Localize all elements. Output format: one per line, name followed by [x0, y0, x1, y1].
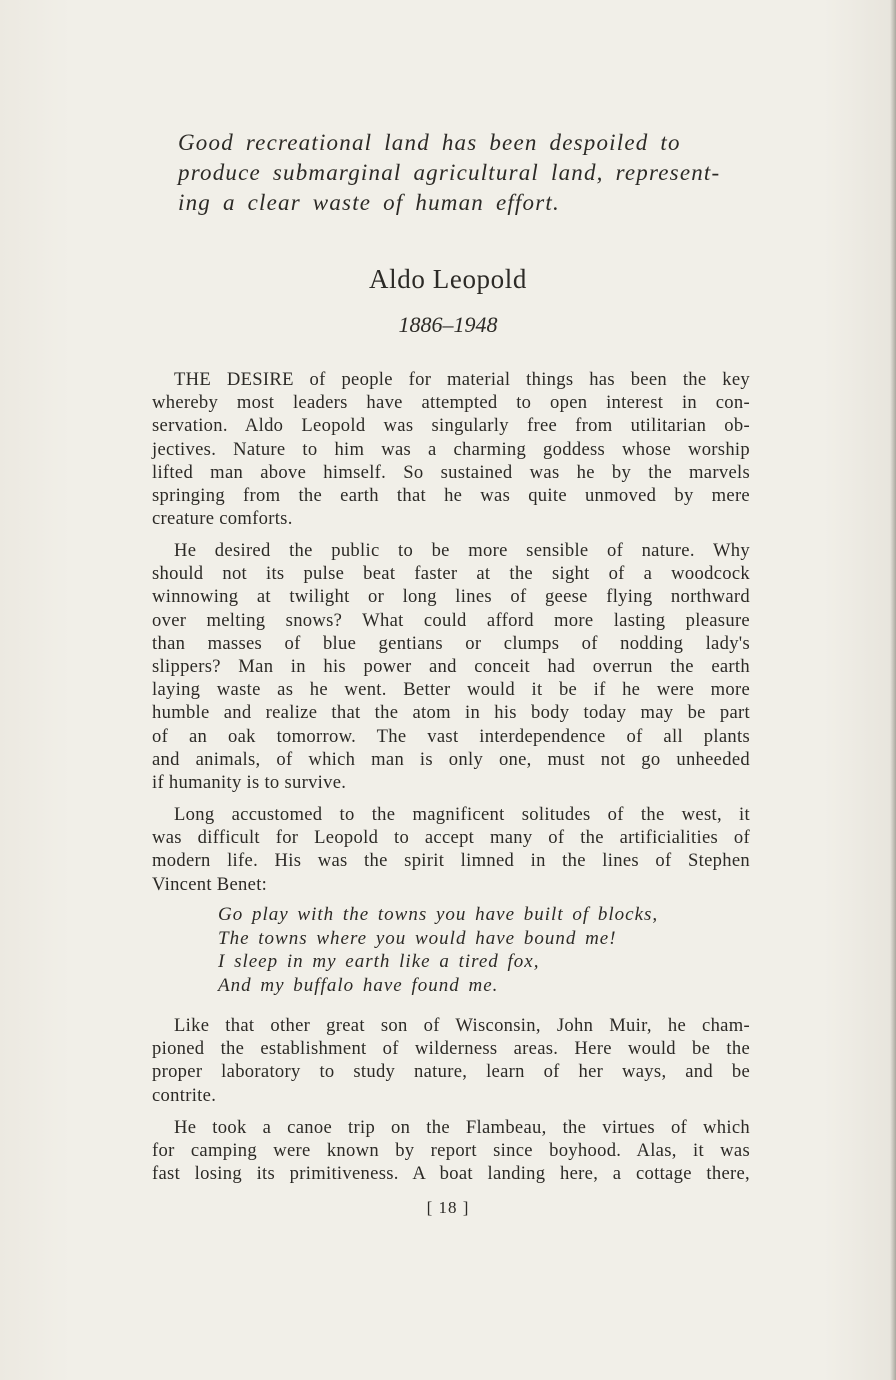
epigraph-line: Good recreational land has been despoiled to	[178, 130, 681, 155]
paragraph-line: springing from the earth that he was quite unmoved by mere	[152, 485, 750, 507]
poem-line: Go play with the towns you have built of blocks,	[218, 904, 659, 925]
paragraph-line: slippers? Man in his power and conceit had overrun the earth	[152, 656, 750, 678]
paragraph-3	[152, 803, 750, 896]
paragraph-line: creature comforts.	[152, 508, 293, 530]
epigraph-line: ing a clear waste of human effort.	[178, 190, 560, 215]
paragraph-line: jectives. Nature to him was a charming goddess whose worship	[152, 438, 750, 460]
paragraph-line: winnowing at twilight or long lines of geese flying northward	[152, 586, 750, 608]
paragraph-line: THE DESIRE of people for material things has been the key	[174, 369, 750, 390]
paragraph-line: over melting snows? What could afford more lasting pleasure	[152, 609, 750, 631]
paragraph-line: Like that other great son of Wisconsin, John Muir, he cham-	[174, 1015, 750, 1036]
epigraph-line: produce submarginal agricultural land, represent-	[178, 160, 721, 185]
paragraph-1	[152, 368, 750, 530]
page-title: Aldo Leopold	[369, 264, 527, 294]
paragraph-line: of an oak tomorrow. The vast interdependence of all plants	[152, 725, 750, 747]
paragraph-line: contrite.	[152, 1084, 217, 1106]
paragraph-line: should not its pulse beat faster at the sight of a woodcock	[152, 563, 750, 585]
paragraph-4	[152, 1014, 750, 1107]
paragraph-5	[152, 1116, 750, 1186]
epigraph	[178, 128, 730, 218]
poem-line: I sleep in my earth like a tired fox,	[218, 951, 540, 972]
poem-line: And my buffalo have found me.	[218, 974, 499, 996]
paragraph-line: modern life. His was the spirit limned in the lines of Stephen	[152, 850, 750, 872]
page-number: [ 18 ]	[426, 1198, 470, 1217]
paragraph-line: was difficult for Leopold to accept many of the artificialities of	[152, 827, 750, 849]
paragraph-line: than masses of blue gentians or clumps of nodding lady's	[152, 632, 750, 654]
paragraph-line: if humanity is to survive.	[152, 772, 347, 794]
paragraph-line: He took a canoe trip on the Flambeau, the virtues of which	[174, 1117, 750, 1138]
paragraph-line: lifted man above himself. So sustained was he by the marvels	[152, 461, 750, 483]
paragraph-line: pioned the establishment of wilderness areas. Here would be the	[152, 1038, 750, 1060]
paragraph-line: Long accustomed to the magnificent solitudes of the west, it	[174, 804, 750, 825]
paragraph-line: Vincent Benet:	[152, 873, 268, 895]
paragraph-line: for camping were known by report since boyhood. Alas, it was	[152, 1140, 750, 1162]
paragraph-line: He desired the public to be more sensible of nature. Why	[174, 540, 750, 561]
paragraph-2	[152, 539, 750, 794]
quoted-poem	[218, 903, 658, 997]
paragraph-line: humble and realize that the atom in his body today may be part	[152, 702, 750, 724]
life-dates: 1886–1948	[398, 312, 498, 337]
paragraph-line: proper laboratory to study nature, learn of her ways, and be	[152, 1061, 750, 1083]
poem-line: The towns where you would have bound me!	[218, 927, 617, 949]
paragraph-line: fast losing its primitiveness. A boat landing here, a cottage there,	[152, 1163, 750, 1185]
paragraph-line: servation. Aldo Leopold was singularly free from utilitarian ob-	[152, 415, 750, 437]
paragraph-line: whereby most leaders have attempted to open interest in con-	[152, 392, 750, 414]
page-edge-shadow	[890, 0, 896, 1380]
paragraph-line: and animals, of which man is only one, must not go unheeded	[152, 748, 750, 770]
paragraph-line: laying waste as he went. Better would it be if he were more	[152, 679, 750, 701]
